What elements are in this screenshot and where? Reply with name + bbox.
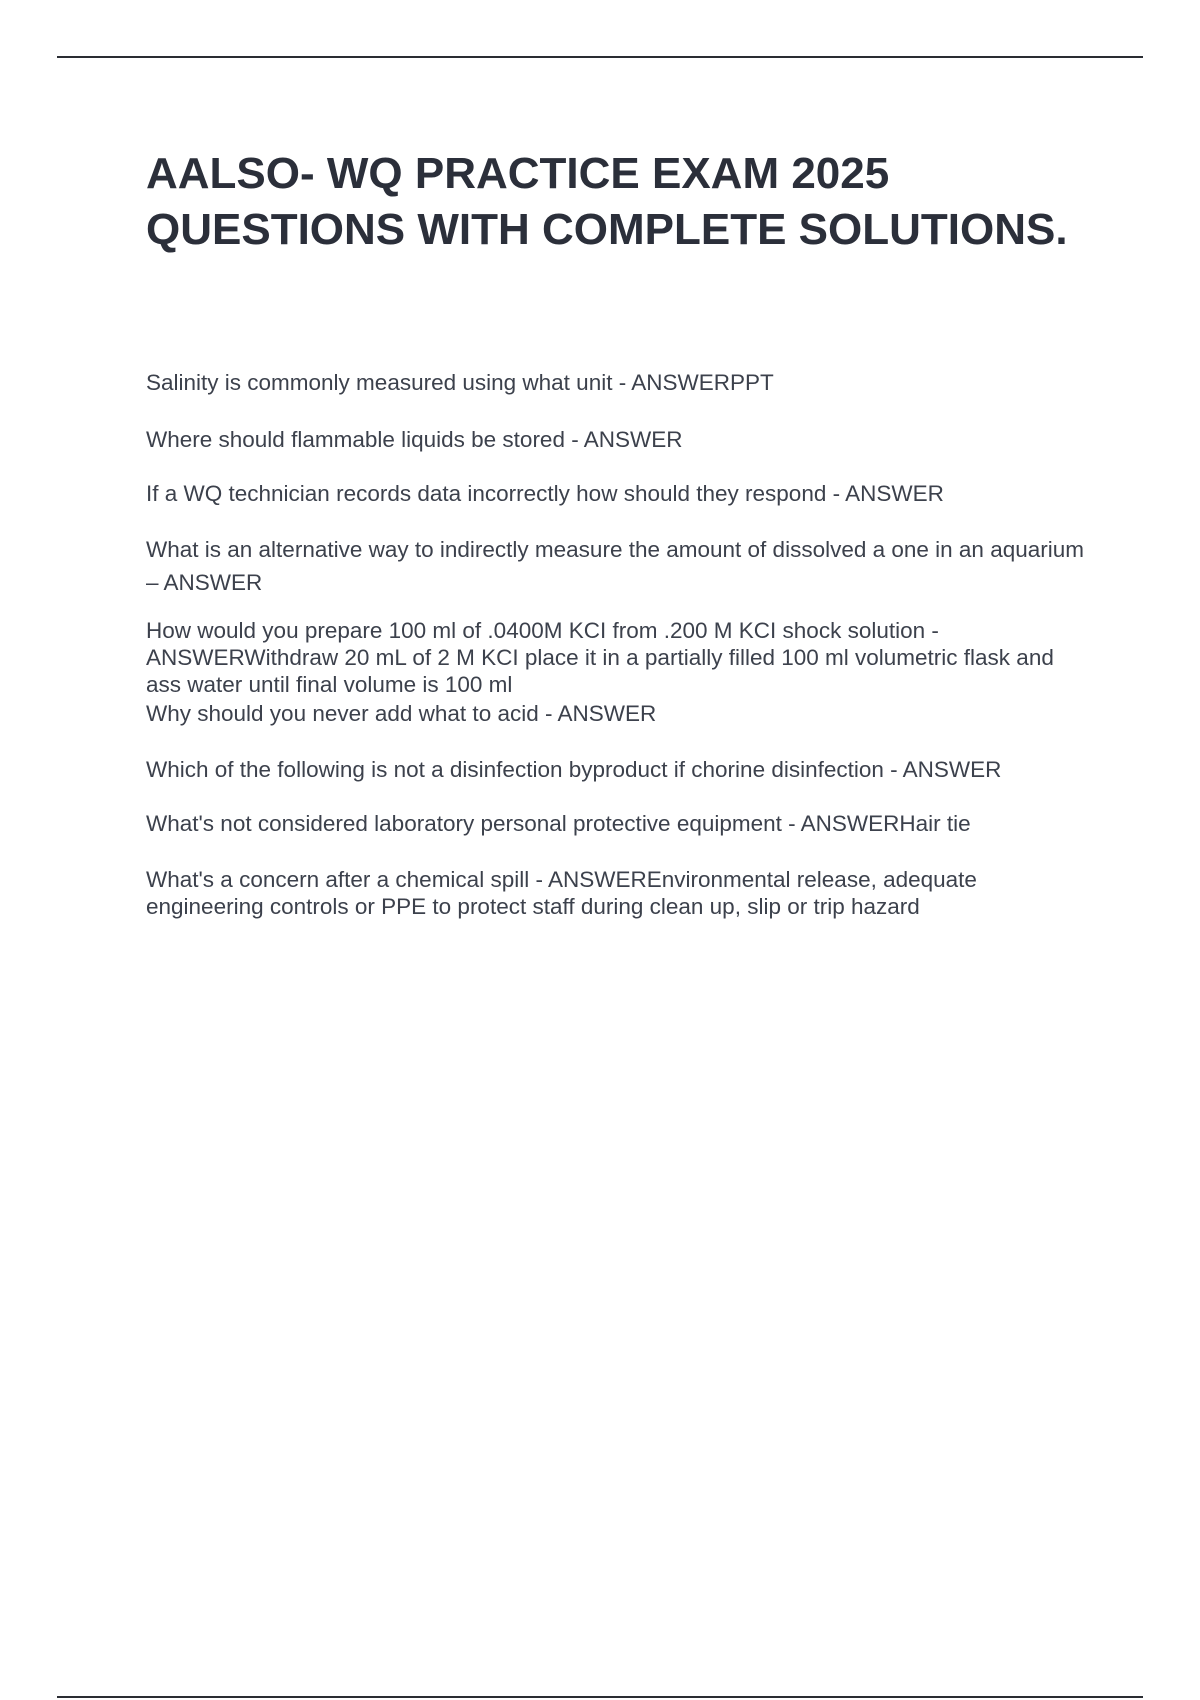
qa-item-flammable-liquids: Where should flammable liquids be stored - ANSWER (146, 427, 683, 452)
qa-item-records-data: If a WQ technician records data incorrectly how should they respond - ANSWER (146, 481, 944, 506)
qa-item-chemical-spill: What's a concern after a chemical spill - ANSWEREnvironmental release, adequate engineering controls or PPE to protect staff during clean up, slip or trip hazard (146, 867, 977, 919)
qa-item-salinity: Salinity is commonly measured using what unit - ANSWERPPT (146, 370, 774, 395)
bottom-rule (57, 1696, 1143, 1698)
top-rule (57, 56, 1143, 58)
qa-item-dissolved-ozone: What is an alternative way to indirectly measure the amount of dissolved a one in an aquarium – ANSWER (146, 537, 1085, 595)
qa-item-disinfection-byproduct: Which of the following is not a disinfection byproduct if chorine disinfection - ANSWER (146, 757, 1002, 782)
qa-item-add-to-acid: Why should you never add what to acid - ANSWER (146, 701, 657, 726)
qa-item-ppe: What's not considered laboratory personal protective equipment - ANSWERHair tie (146, 811, 971, 836)
qa-item-prepare-kci: How would you prepare 100 ml of .0400M KCI from .200 M KCI shock solution - ANSWERWithdraw 20 mL of 2 M KCI place it in a partially filled 100 ml volumetric flask and ass water until final volume is 100 ml (146, 618, 1054, 697)
document-title: AALSO- WQ PRACTICE EXAM 2025 QUESTIONS WITH COMPLETE SOLUTIONS. (146, 149, 1068, 254)
